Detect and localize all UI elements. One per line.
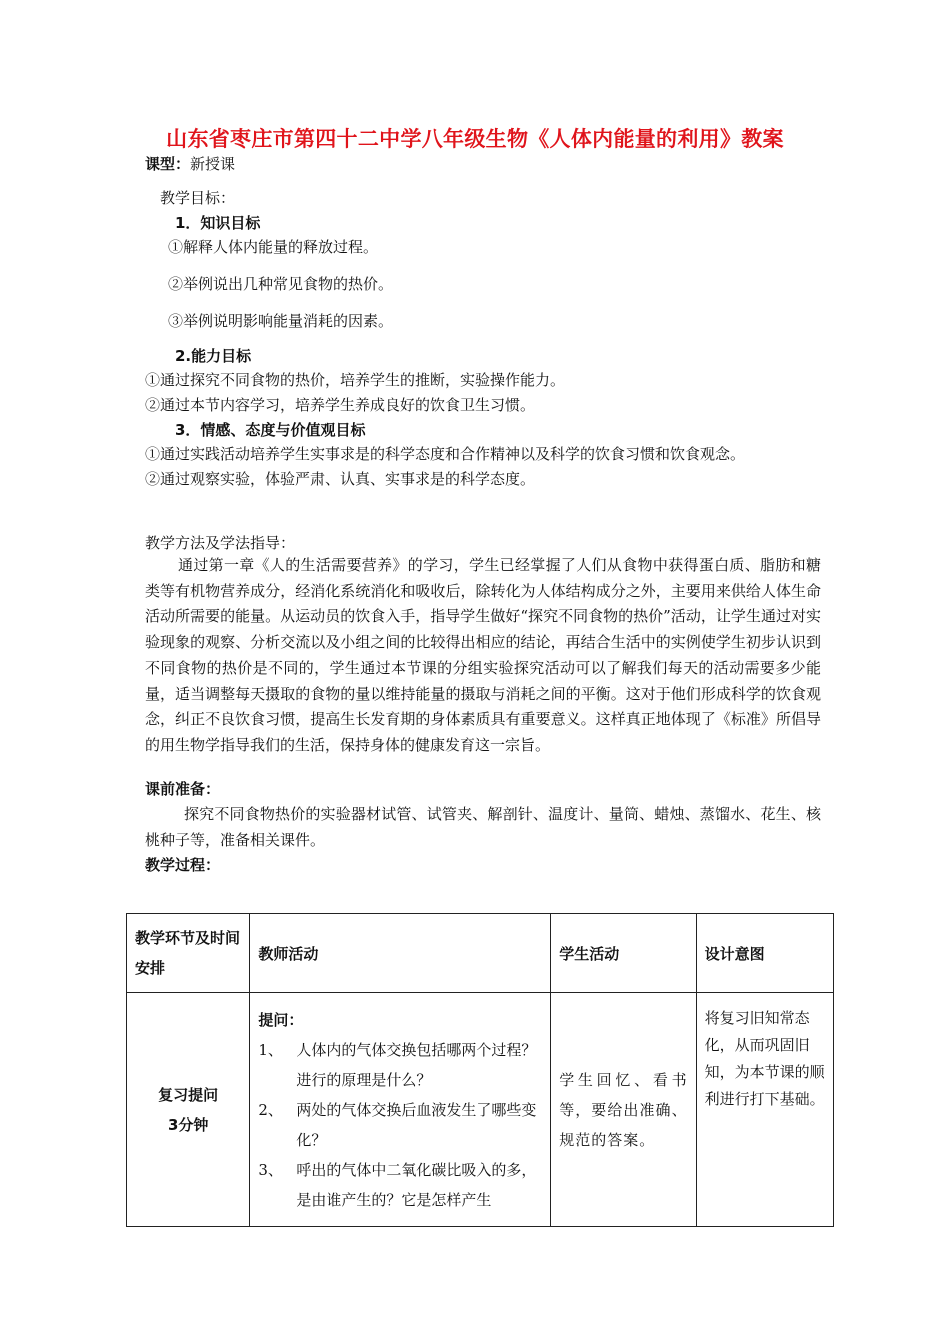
stage-name: 复习提问 [158, 1085, 219, 1104]
question-item [258, 1035, 542, 1095]
knowledge-heading: 1．知识目标 [175, 214, 261, 232]
question-number: 3、 [258, 1161, 283, 1179]
knowledge-item: ③举例说明影响能量消耗的因素。 [168, 312, 394, 330]
lesson-type-label: 课型： [145, 155, 191, 173]
process-heading: 教学过程： [145, 856, 221, 874]
header-teacher: 教师活动 [250, 914, 551, 993]
question-item [258, 1155, 542, 1215]
intent-cell: 将复习旧知常态化，从而巩固旧知，为本节课的顺利进行打下基础。 [696, 993, 833, 1227]
process-table [126, 913, 834, 1227]
student-cell: 学生回忆、看书等，要给出准确、规范的答案。 [551, 993, 696, 1227]
stage-time: 3分钟 [167, 1115, 209, 1134]
emotion-item: ②通过观察实验，体验严肃、认真、实事求是的科学态度。 [145, 470, 536, 488]
ability-item: ②通过本节内容学习，培养学生养成良好的饮食卫生习惯。 [145, 396, 536, 414]
table-row [127, 993, 834, 1227]
knowledge-item: ①解释人体内能量的释放过程。 [168, 238, 379, 256]
lesson-type-value: 新授课 [190, 155, 236, 173]
question-number: 1、 [258, 1041, 283, 1059]
header-intent: 设计意图 [696, 914, 833, 993]
prep-heading: 课前准备： [145, 780, 221, 798]
stage-cell [127, 993, 250, 1227]
header-stage: 教学环节及时间安排 [127, 914, 250, 993]
question-text: 人体内的气体交换包括哪两个过程？进行的原理是什么？ [296, 1041, 537, 1089]
prep-paragraph: 探究不同食物热价的实验器材试管、试管夹、解剖针、温度计、量筒、蜡烛、蒸馏水、花生、核桃种子等，准备相关课件。 [145, 805, 821, 849]
stage-block [135, 1080, 241, 1140]
teacher-label: 提问： [258, 1011, 304, 1029]
question-item [258, 1095, 542, 1155]
table-header-row [127, 914, 834, 993]
question-number: 2、 [258, 1101, 283, 1119]
question-text: 两处的气体交换后血液发生了哪些变化？ [296, 1101, 537, 1149]
header-student: 学生活动 [551, 914, 696, 993]
method-paragraph: 通过第一章《人的生活需要营养》的学习，学生已经掌握了人们从食物中获得蛋白质、脂肪和糖类等有机物营养成分，经消化系统消化和吸收后，除转化为人体结构成分之外，主要用来供给人体生命活动所需要的能量。从运动员的饮食入手，指导学生做好“探究不同食物的热价”活动，让学生通过对实验现象的观察、分析交流以及小组之间的比较得出相应的结论，再结合生活中的实例使学生初步认识到不同食物的热价是不同的，学生通过本节课的分组实验探究活动可以了解我们每天的活动需要多少能量，适当调整每天摄取的食物的量以维持能量的摄取与消耗之间的平衡。这对于他们形成科学的饮食观念，纠正不良饮食习惯，提高生长发育期的身体素质具有重要意义。这样真正地体现了《标准》所倡导的用生物学指导我们的生活，保持身体的健康发育这一宗旨。 [145, 556, 821, 754]
document-title: 山东省枣庄市第四十二中学八年级生物《人体内能量的利用》教案 [166, 127, 784, 151]
objectives-heading: 教学目标： [160, 189, 236, 207]
lesson-type [145, 154, 235, 174]
emotion-item: ①通过实践活动培养学生实事求是的科学态度和合作精神以及科学的饮食习惯和饮食观念。 [145, 445, 746, 463]
teacher-cell [250, 993, 551, 1227]
question-text: 呼出的气体中二氧化碳比吸入的多，是由谁产生的？它是怎样产生 [296, 1161, 537, 1209]
method-heading: 教学方法及学法指导： [145, 534, 296, 552]
ability-heading: 2.能力目标 [175, 347, 252, 365]
ability-item: ①通过探究不同食物的热价，培养学生的推断，实验操作能力。 [145, 371, 566, 389]
knowledge-item: ②举例说出几种常见食物的热价。 [168, 275, 394, 293]
emotion-heading: 3．情感、态度与价值观目标 [175, 421, 366, 439]
